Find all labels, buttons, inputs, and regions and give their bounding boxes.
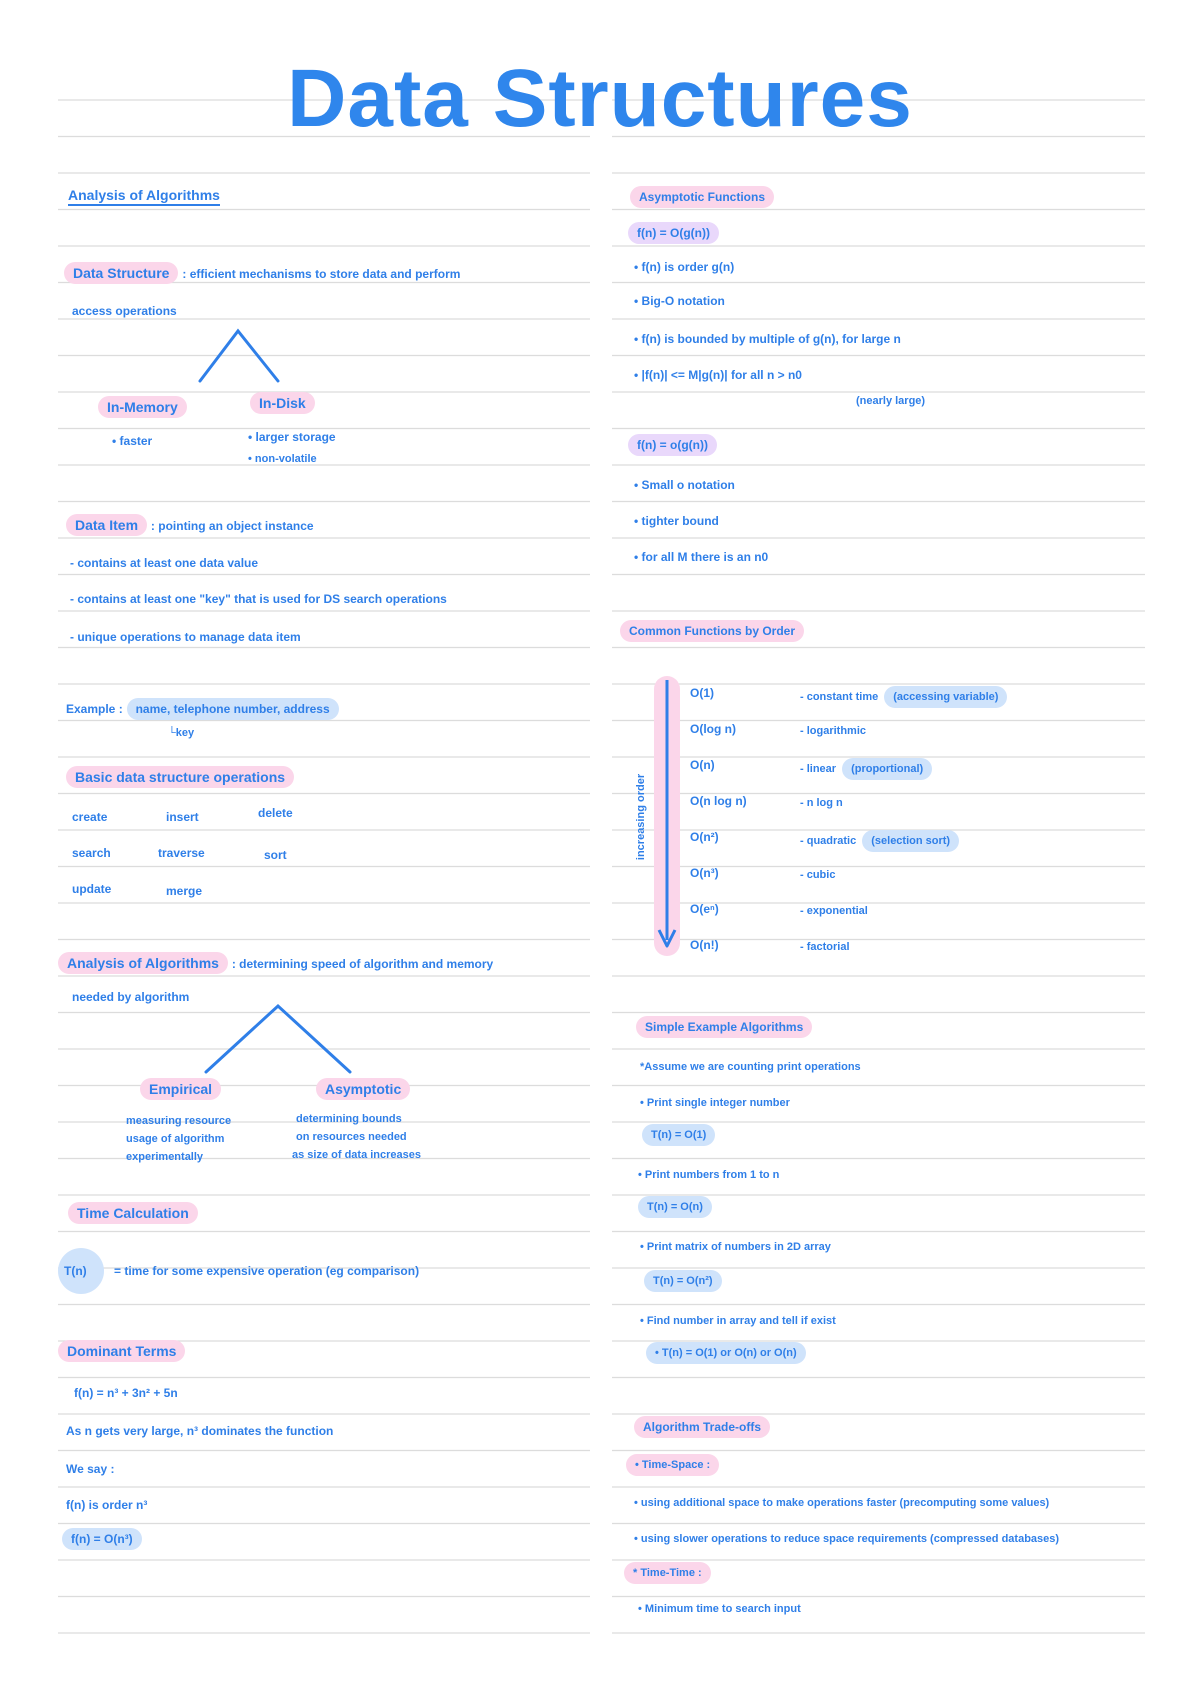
simple-example-4: • Find number in array and tell if exist [640,1315,836,1327]
in-disk-item-2: • non-volatile [248,453,317,465]
analysis-heading [68,186,220,204]
order-description [800,794,843,812]
order-description [800,938,850,956]
bigo-note-3: • f(n) is bounded by multiple of g(n), for large n [634,332,901,346]
order-description-text: - exponential [800,905,868,917]
order-example: (proportional) [842,758,932,780]
time-time-note-1: • Minimum time to search input [638,1603,801,1615]
dominant-order: f(n) is order n³ [66,1498,148,1512]
order-notation: O(log n) [690,722,736,736]
analysis-tree-lines [198,1002,358,1076]
order-description [800,686,1007,708]
op-delete: delete [258,806,293,820]
op-insert: insert [166,810,199,824]
asymptotic-label: Asymptotic [316,1078,410,1100]
order-example: (selection sort) [862,830,959,852]
order-notation: O(n!) [690,938,719,952]
order-description [800,758,932,780]
dominant-bigo: f(n) = O(n³) [62,1528,142,1550]
order-notation: O(n) [690,758,715,772]
analysis-heading-text: Analysis of Algorithms [68,187,220,206]
data-item-definition [66,514,314,536]
bigo-note-4b: (nearly large) [856,395,926,407]
aoa-term: Analysis of Algorithms [58,952,228,974]
simple-example-2: • Print numbers from 1 to n [638,1169,780,1181]
order-description [800,722,866,740]
data-item-bullet-2: - contains at least one "key" that is used for DS search operations [70,592,447,606]
tradeoffs-heading-text: Algorithm Trade-offs [634,1416,770,1438]
data-item-term: Data Item [66,514,147,536]
aoa-def-line2: needed by algorithm [72,990,190,1004]
empirical-desc-1: measuring resource [126,1115,232,1127]
bigo-note-2: • Big-O notation [634,294,725,308]
smallo-note-2: • tighter bound [634,514,719,528]
asymptotic-node [316,1078,410,1100]
simple-example-4-complexity [646,1342,806,1364]
dominant-we-say: We say : [66,1462,115,1476]
tn-definition: = time for some expensive operation (eg comparison) [114,1264,420,1278]
in-disk-item-1: • larger storage [248,430,336,444]
smallo-note-3: • for all M there is an n0 [634,550,769,564]
aoa-definition [58,952,493,974]
bigo-note-4: • |f(n)| <= M|g(n)| for all n > n0 [634,368,802,382]
order-description-text: - constant time [800,691,879,703]
dominant-heading [58,1340,185,1362]
time-space-note-1: • using additional space to make operations faster (precomputing some values) [634,1497,1050,1509]
aoa-def-line1: : determining speed of algorithm and memory [231,957,494,971]
order-notation: O(n²) [690,830,719,844]
time-space-heading-text: • Time-Space : [626,1454,719,1476]
time-calc-heading-text: Time Calculation [68,1202,198,1224]
common-functions-heading-text: Common Functions by Order [620,620,804,642]
dominant-heading-text: Dominant Terms [58,1340,185,1362]
order-example: (accessing variable) [884,686,1007,708]
op-create: create [72,810,108,824]
dominant-explanation: As n gets very large, n³ dominates the function [66,1424,334,1438]
order-description [800,830,959,852]
data-item-bullet-1: - contains at least one data value [70,556,259,570]
order-description-text: - linear [800,763,837,775]
tradeoffs-heading [634,1416,770,1438]
simple-example-3-complexity [644,1270,722,1292]
smallo-formula-line [628,434,717,456]
simple-example-1-formula: T(n) = O(1) [642,1124,715,1146]
simple-examples-heading [636,1016,812,1038]
increasing-order-arrow [656,678,678,954]
order-description-text: - cubic [800,869,836,881]
example-value: name, telephone number, address [127,698,339,720]
time-calc-heading [68,1202,198,1224]
order-notation: O(n³) [690,866,719,880]
smallo-formula: f(n) = o(g(n)) [628,434,717,456]
storage-tree-lines [190,325,290,385]
order-description [800,902,868,920]
empirical-node [140,1078,221,1100]
empirical-label: Empirical [140,1078,221,1100]
time-time-heading-text: * Time-Time : [624,1562,711,1584]
example-label: Example : [66,702,123,716]
bigo-formula: f(n) = O(g(n)) [628,222,719,244]
order-notation: O(eⁿ) [690,902,719,916]
order-description-text: - logarithmic [800,725,867,737]
bigo-note-1: • f(n) is order g(n) [634,260,735,274]
order-description-text: - factorial [800,941,850,953]
op-merge: merge [166,884,203,898]
in-memory-item: • faster [112,434,153,448]
simple-example-3-formula: T(n) = O(n²) [644,1270,722,1292]
simple-example-1-complexity [642,1124,715,1146]
order-description-text: - quadratic [800,835,857,847]
smallo-note-1: • Small o notation [634,478,735,492]
simple-example-3: • Print matrix of numbers in 2D array [640,1241,831,1253]
asymptotic-desc-3: as size of data increases [292,1149,422,1161]
in-disk-node [250,392,315,414]
simple-example-2-formula: T(n) = O(n) [638,1196,712,1218]
in-memory-node [98,396,187,418]
data-structure-definition [64,262,460,284]
op-traverse: traverse [158,846,205,860]
data-structure-term: Data Structure [64,262,178,284]
in-memory-label: In-Memory [98,396,187,418]
example-line [66,698,339,720]
order-notation: O(n log n) [690,794,747,808]
bigo-formula-line [628,222,719,244]
asymptotic-desc-2: on resources needed [296,1131,407,1143]
empirical-desc-2: usage of algorithm [126,1133,225,1145]
simple-example-2-complexity [638,1196,712,1218]
time-space-note-2: • using slower operations to reduce space requirements (compressed databases) [634,1533,1060,1545]
tn-symbol: T(n) [64,1264,87,1278]
dominant-formula: f(n) = n³ + 3n² + 5n [74,1386,178,1400]
op-update: update [72,882,112,896]
order-notation: O(1) [690,686,714,700]
asym-functions-heading-text: Asymptotic Functions [630,186,774,208]
data-item-def: : pointing an object instance [150,519,314,533]
basic-ops-heading-text: Basic data structure operations [66,766,294,788]
simple-example-4-formula: • T(n) = O(1) or O(n) or O(n) [646,1342,806,1364]
data-item-bullet-3: - unique operations to manage data item [70,630,301,644]
simple-examples-heading-text: Simple Example Algorithms [636,1016,812,1038]
basic-ops-heading [66,766,294,788]
empirical-desc-3: experimentally [126,1151,204,1163]
example-key-note: └key [168,727,195,739]
order-description-text: - n log n [800,797,843,809]
time-space-heading [626,1454,719,1476]
simple-assumption: *Assume we are counting print operations [640,1061,861,1073]
in-disk-label: In-Disk [250,392,315,414]
time-time-heading [624,1562,711,1584]
asymptotic-desc-1: determining bounds [296,1113,402,1125]
increasing-order-label: increasing order [635,773,648,861]
common-functions-heading [620,620,804,642]
simple-example-1: • Print single integer number [640,1097,790,1109]
dominant-bigo-line [62,1528,142,1550]
example-key: key [175,727,195,739]
op-sort: sort [264,848,287,862]
order-description [800,866,835,884]
op-search: search [72,846,111,860]
data-structure-def-line2: access operations [72,304,177,318]
page-title: Data Structures [287,53,913,144]
asym-functions-heading [630,186,774,208]
data-structure-def-line1: : efficient mechanisms to store data and perform [182,267,461,281]
